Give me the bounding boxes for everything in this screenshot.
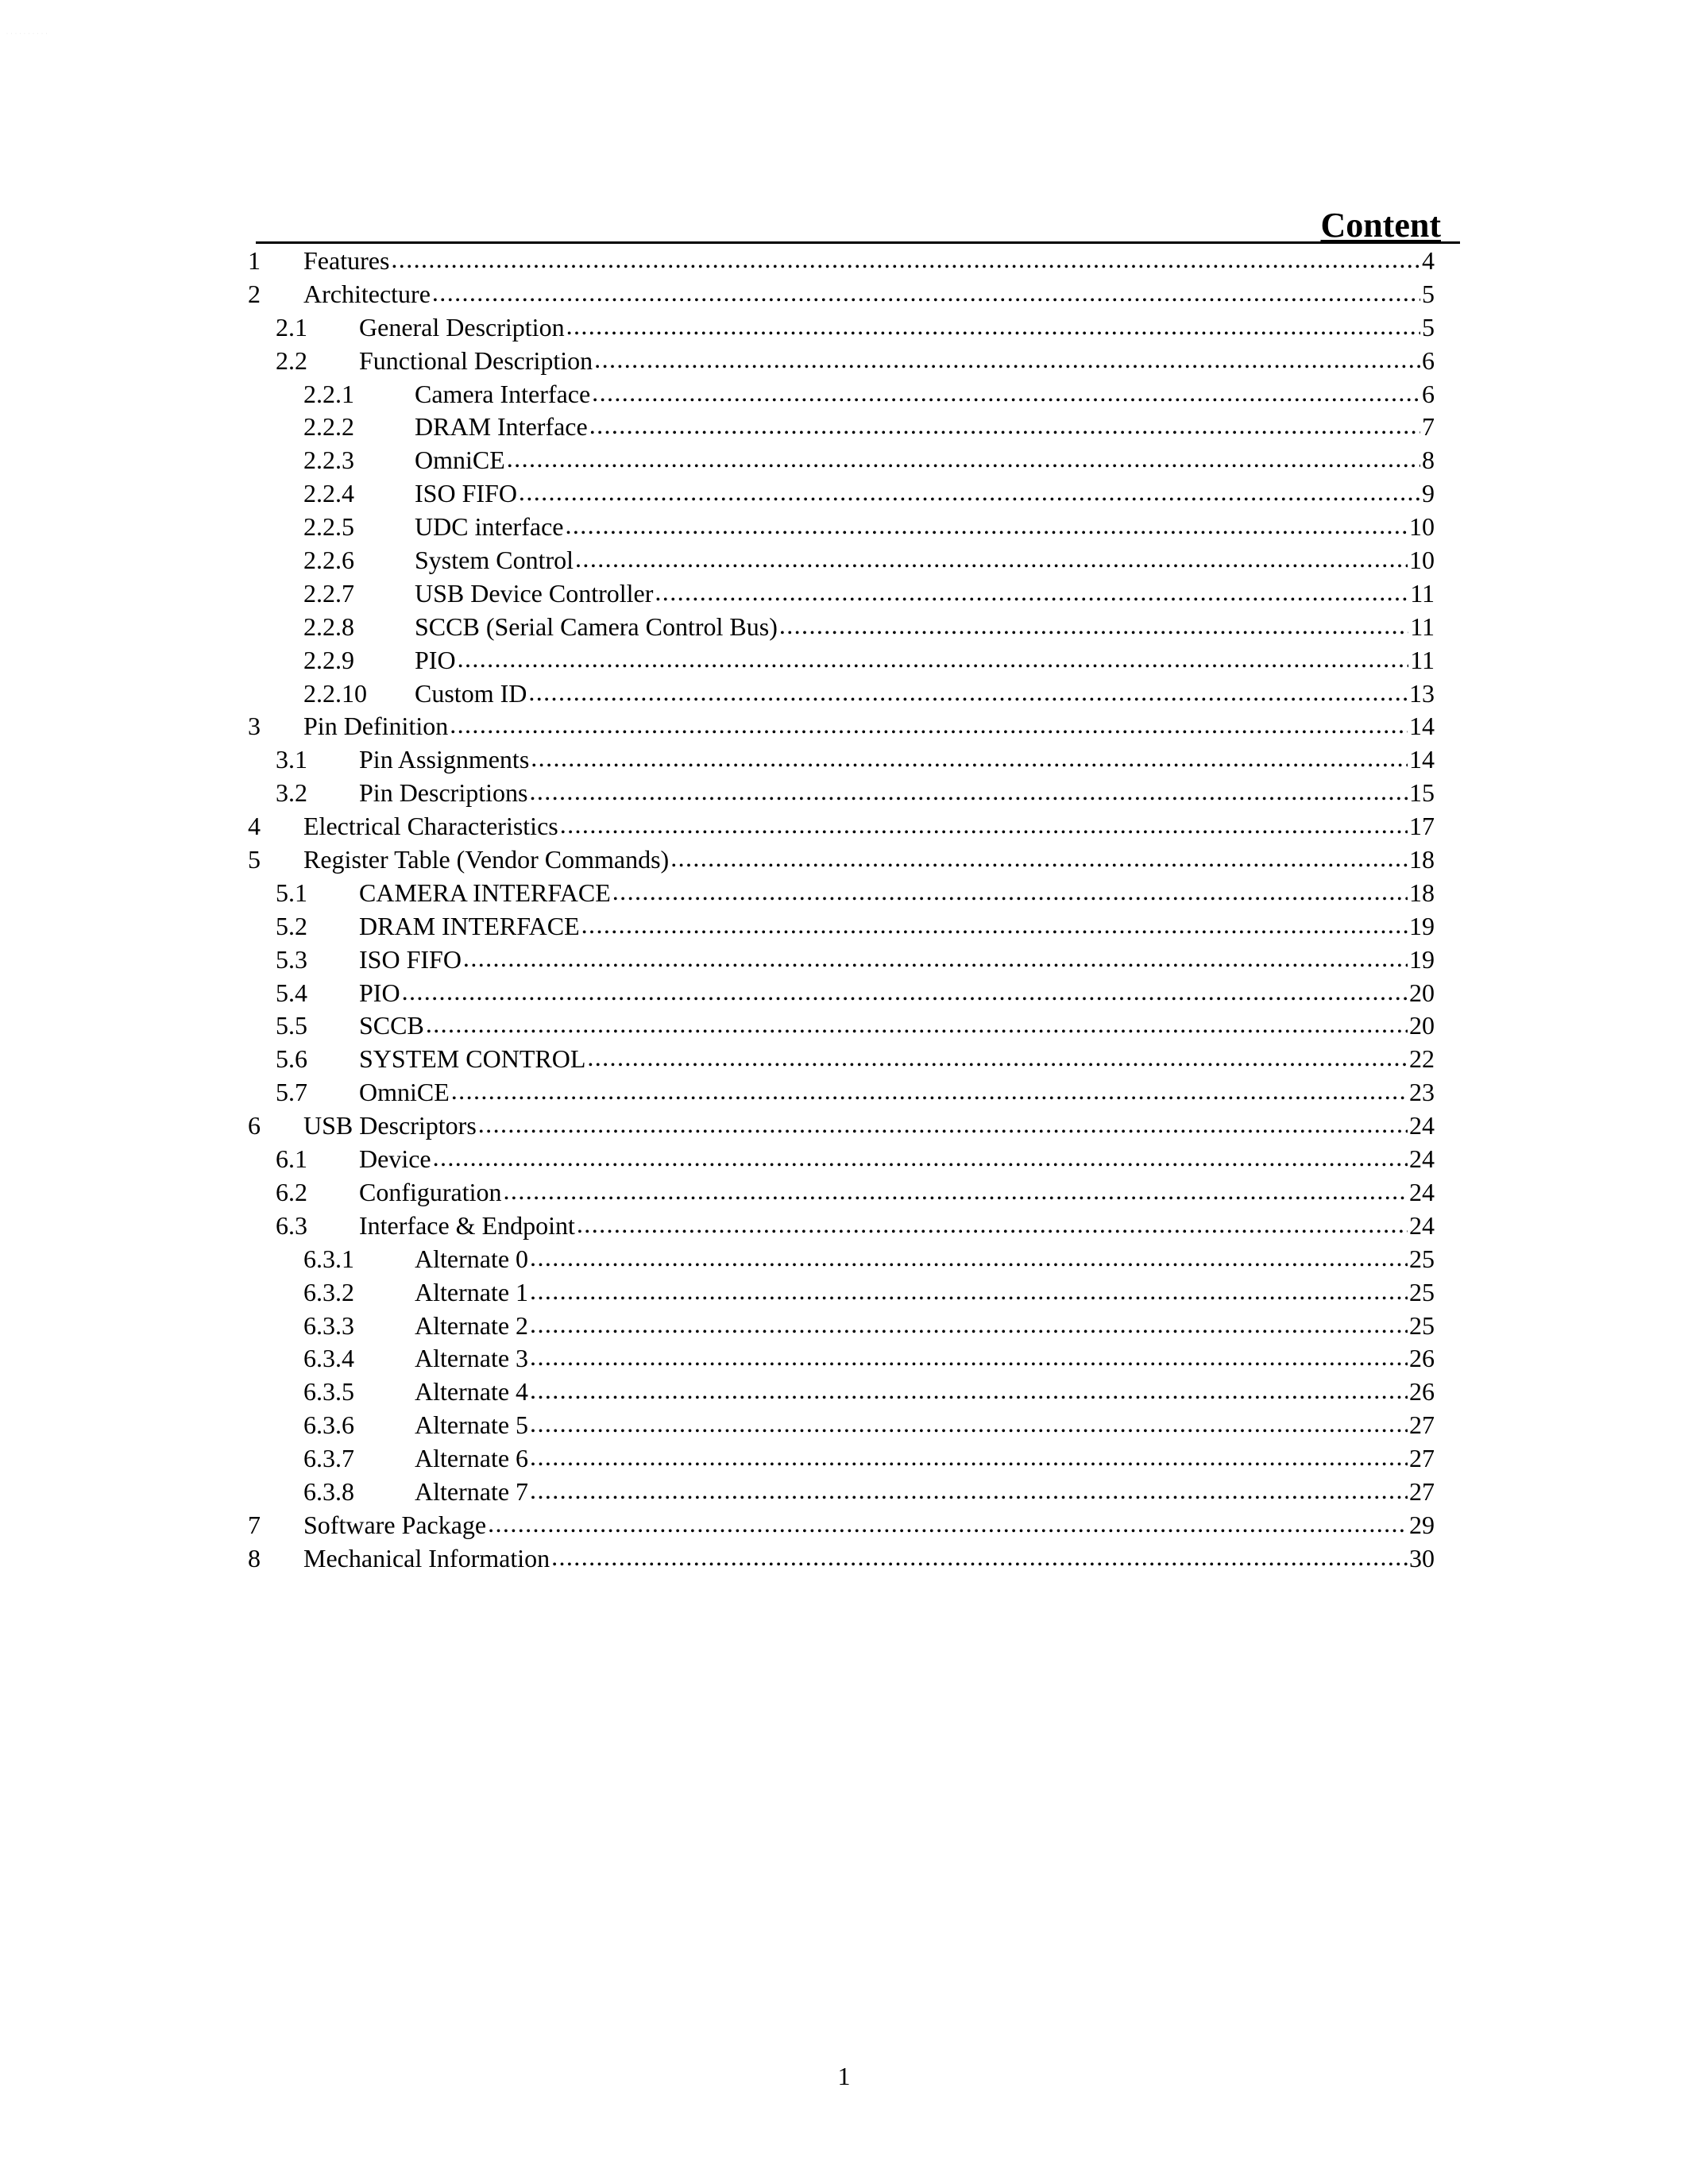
toc-entry-number: 2.2.3: [303, 446, 354, 475]
toc-dot-leader: [507, 442, 1420, 476]
toc-dot-leader: [531, 742, 1408, 775]
toc-dot-leader: [530, 1341, 1408, 1374]
toc-entry-page: 6: [1422, 345, 1435, 375]
toc-entry[interactable]: [248, 311, 1435, 345]
toc-entry-number: 8: [248, 1543, 261, 1572]
toc-entry-number: 2.2.2: [303, 412, 354, 442]
toc-entry-title: ISO FIFO: [415, 479, 517, 508]
toc-dot-leader: [592, 376, 1420, 410]
toc-entry-number: 3.2: [276, 778, 307, 808]
toc-entry-title: Software Package: [303, 1510, 487, 1539]
toc-entry-title: SCCB (Serial Camera Control Bus): [415, 612, 778, 641]
toc-entry-page: 24: [1409, 1177, 1435, 1206]
toc-dot-leader: [530, 1441, 1408, 1474]
toc-entry-title: Pin Assignments: [359, 745, 530, 774]
toc-entry[interactable]: [248, 1342, 1435, 1376]
toc-entry-number: 6.3.8: [303, 1476, 354, 1506]
toc-entry-number: 6.3.6: [303, 1410, 354, 1440]
toc-entry-number: 5.1: [276, 878, 307, 907]
toc-entry-page: 25: [1409, 1310, 1435, 1340]
toc-dot-leader: [581, 909, 1408, 942]
toc-entry-page: 24: [1409, 1144, 1435, 1174]
toc-dot-leader: [530, 1308, 1408, 1341]
toc-entry-page: 27: [1409, 1476, 1435, 1506]
toc-entry-number: 2.2.7: [303, 578, 354, 608]
toc-dot-leader: [655, 576, 1408, 609]
toc-entry-number: 2: [248, 279, 261, 308]
toc-dot-leader: [670, 842, 1408, 875]
toc-dot-leader: [528, 676, 1408, 709]
toc-dot-leader: [560, 808, 1408, 842]
toc-entry-page: 15: [1409, 778, 1435, 808]
toc-entry-number: 5.3: [276, 944, 307, 974]
toc-entry-number: 6.3.4: [303, 1344, 354, 1373]
toc-dot-leader: [451, 1075, 1408, 1108]
toc-entry[interactable]: [248, 1143, 1435, 1176]
toc-entry[interactable]: [248, 378, 1435, 411]
toc-entry-number: 5: [248, 845, 261, 874]
toc-dot-leader: [488, 1507, 1408, 1541]
toc-dot-leader: [450, 708, 1408, 742]
toc-entry[interactable]: [248, 1310, 1435, 1343]
toc-entry[interactable]: [248, 1409, 1435, 1442]
toc-entry-page: 26: [1409, 1344, 1435, 1373]
toc-entry-number: 6.3.7: [303, 1444, 354, 1473]
toc-title: Content: [1320, 206, 1441, 245]
toc-dot-leader: [504, 1175, 1408, 1208]
toc-entry[interactable]: [248, 411, 1435, 444]
toc-entry-number: 6.3: [276, 1210, 307, 1240]
toc-entry-page: 17: [1409, 812, 1435, 841]
toc-entry-title: Electrical Characteristics: [303, 812, 558, 841]
toc-entry-title: Custom ID: [415, 678, 527, 708]
toc-entry-title: SYSTEM CONTROL: [359, 1044, 586, 1074]
toc-entry[interactable]: [248, 1043, 1435, 1076]
toc-entry-page: 19: [1409, 944, 1435, 974]
toc-entry-number: 3.1: [276, 745, 307, 774]
toc-dot-leader: [530, 1275, 1408, 1308]
toc-dot-leader: [478, 1108, 1408, 1141]
toc-entry-title: Camera Interface: [415, 379, 591, 408]
toc-entry-page: 18: [1409, 878, 1435, 907]
toc-entry[interactable]: [248, 910, 1435, 943]
toc-entry-title: Device: [359, 1144, 431, 1174]
toc-entry-number: 2.2.6: [303, 546, 354, 575]
toc-entry-page: 30: [1409, 1543, 1435, 1572]
toc-entry[interactable]: [248, 943, 1435, 977]
toc-entry-number: 5.2: [276, 911, 307, 940]
toc-entry-page: 20: [1409, 978, 1435, 1007]
toc-entry-page: 22: [1409, 1044, 1435, 1074]
toc-entry-title: DRAM Interface: [415, 412, 588, 442]
toc-entry-title: UDC interface: [415, 512, 564, 542]
toc-entry[interactable]: [248, 611, 1435, 644]
toc-entry-page: 11: [1410, 612, 1435, 641]
toc-entry-title: Interface & Endpoint: [359, 1210, 575, 1240]
toc-entry-number: 2.2.9: [303, 645, 354, 674]
toc-entry[interactable]: [248, 444, 1435, 477]
toc-entry-title: Alternate 6: [415, 1444, 529, 1473]
toc-entry-title: Architecture: [303, 279, 431, 308]
toc-entry[interactable]: [248, 1476, 1435, 1509]
toc-entry-title: Mechanical Information: [303, 1543, 550, 1572]
toc-entry-number: 6: [248, 1111, 261, 1140]
toc-entry-title: Alternate 1: [415, 1277, 529, 1306]
toc-dot-leader: [530, 1374, 1408, 1407]
toc-entry[interactable]: [248, 843, 1435, 877]
toc-entry[interactable]: [248, 677, 1435, 711]
toc-entry-title: Alternate 2: [415, 1310, 529, 1340]
toc-entry-page: 25: [1409, 1244, 1435, 1273]
toc-entry[interactable]: [248, 511, 1435, 544]
toc-entry-title: System Control: [415, 546, 574, 575]
toc-entry-page: 29: [1409, 1510, 1435, 1539]
toc-entry-page: 24: [1409, 1111, 1435, 1140]
toc-entry[interactable]: [248, 877, 1435, 910]
toc-entry-number: 7: [248, 1510, 261, 1539]
toc-dot-leader: [612, 875, 1408, 909]
toc-entry-page: 10: [1409, 512, 1435, 542]
toc-entry-page: 4: [1422, 246, 1435, 275]
toc-entry-title: USB Descriptors: [303, 1111, 477, 1140]
faint-header-mark: · · · · · · · · · ·: [6, 32, 48, 37]
toc-entry-number: 3: [248, 712, 261, 741]
toc-entry-number: 6.3.3: [303, 1310, 354, 1340]
toc-entry-page: 14: [1409, 712, 1435, 741]
toc-entry[interactable]: [248, 644, 1435, 677]
toc-entry-title: Alternate 3: [415, 1344, 529, 1373]
toc-dot-leader: [551, 1541, 1408, 1574]
toc-entry-page: 5: [1422, 279, 1435, 308]
toc-entry[interactable]: [248, 345, 1435, 378]
toc-entry[interactable]: [248, 1243, 1435, 1276]
toc-dot-leader: [589, 409, 1420, 442]
toc-entry[interactable]: [248, 1442, 1435, 1476]
toc-entry-title: DRAM INTERFACE: [359, 911, 580, 940]
toc-entry-number: 6.3.5: [303, 1377, 354, 1406]
toc-entry-page: 27: [1409, 1444, 1435, 1473]
toc-dot-leader: [458, 642, 1409, 676]
toc-entry[interactable]: [248, 577, 1435, 611]
toc-entry-number: 2.2.5: [303, 512, 354, 542]
toc-entry[interactable]: [248, 1009, 1435, 1043]
toc-entry-page: 11: [1410, 578, 1435, 608]
toc-entry-number: 5.5: [276, 1011, 307, 1040]
toc-entry-title: Alternate 5: [415, 1410, 529, 1440]
toc-dot-leader: [530, 1241, 1408, 1275]
toc-entry-number: 4: [248, 812, 261, 841]
toc-entry[interactable]: [248, 1176, 1435, 1210]
toc-entry-page: 13: [1409, 678, 1435, 708]
toc-entry[interactable]: [248, 743, 1435, 777]
toc-entry[interactable]: [248, 544, 1435, 577]
toc-entry-number: 5.4: [276, 978, 307, 1007]
toc-entry[interactable]: [248, 1509, 1435, 1542]
toc-entry-title: Pin Definition: [303, 712, 449, 741]
toc-header-rule: [256, 200, 1460, 244]
toc-dot-leader: [577, 1208, 1408, 1241]
toc-entry[interactable]: [248, 977, 1435, 1010]
toc-entry-page: 9: [1422, 479, 1435, 508]
toc-dot-leader: [432, 276, 1420, 310]
toc-entry-page: 5: [1422, 312, 1435, 341]
toc-entry-title: Features: [303, 246, 390, 275]
toc-entry-number: 2.2.10: [303, 678, 367, 708]
toc-entry-page: 10: [1409, 546, 1435, 575]
toc-entry-title: Alternate 7: [415, 1476, 529, 1506]
toc-entry-number: 5.6: [276, 1044, 307, 1074]
toc-entry[interactable]: [248, 245, 1435, 278]
toc-entry-page: 24: [1409, 1210, 1435, 1240]
toc-entry-page: 27: [1409, 1410, 1435, 1440]
toc-entry-page: 7: [1422, 412, 1435, 442]
toc-entry-title: PIO: [415, 645, 456, 674]
toc-entry-number: 1: [248, 246, 261, 275]
toc-entry-title: General Description: [359, 312, 565, 341]
toc-dot-leader: [779, 609, 1408, 642]
toc-dot-leader: [433, 1141, 1408, 1175]
toc-dot-leader: [566, 310, 1420, 343]
toc-entry[interactable]: [248, 477, 1435, 511]
toc-entry-number: 6.3.1: [303, 1244, 354, 1273]
toc-entry-number: 5.7: [276, 1078, 307, 1107]
toc-entry-title: SCCB: [359, 1011, 424, 1040]
toc-entry-number: 2.2.1: [303, 379, 354, 408]
toc-entry-page: 26: [1409, 1377, 1435, 1406]
toc-entry-page: 18: [1409, 845, 1435, 874]
toc-entry-page: 11: [1410, 645, 1435, 674]
toc-entry-title: ISO FIFO: [359, 944, 462, 974]
toc-entry-title: CAMERA INTERFACE: [359, 878, 611, 907]
toc-entry-number: 2.2.4: [303, 479, 354, 508]
toc-entry-title: Pin Descriptions: [359, 778, 528, 808]
toc-entry-number: 6.3.2: [303, 1277, 354, 1306]
toc-dot-leader: [519, 476, 1420, 509]
toc-entry-title: Configuration: [359, 1177, 502, 1206]
toc-entry[interactable]: [248, 810, 1435, 843]
toc-dot-leader: [587, 1041, 1408, 1075]
toc-entry-number: 2.1: [276, 312, 307, 341]
toc-entry-title: Alternate 0: [415, 1244, 529, 1273]
toc-dot-leader: [426, 1008, 1408, 1041]
toc-entry-number: 6.1: [276, 1144, 307, 1174]
toc-entry-title: USB Device Controller: [415, 578, 654, 608]
toc-entry-number: 2.2.8: [303, 612, 354, 641]
toc-entry[interactable]: [248, 710, 1435, 743]
toc-entry-page: 20: [1409, 1011, 1435, 1040]
toc-entry[interactable]: [248, 1376, 1435, 1409]
toc-entry-number: 2.2: [276, 345, 307, 375]
toc-dot-leader: [530, 1407, 1408, 1441]
toc-entry-title: OmniCE: [415, 446, 505, 475]
toc-entry-title: Alternate 4: [415, 1377, 529, 1406]
toc-entry-page: 23: [1409, 1078, 1435, 1107]
toc-entry[interactable]: [248, 1076, 1435, 1109]
toc-entry[interactable]: [248, 1210, 1435, 1243]
toc-entry[interactable]: [248, 1109, 1435, 1143]
toc-dot-leader: [391, 243, 1420, 276]
toc-dot-leader: [594, 343, 1420, 376]
toc-dot-leader: [402, 975, 1408, 1009]
toc-entry-title: Functional Description: [359, 345, 593, 375]
toc-entry[interactable]: [248, 1542, 1435, 1576]
toc-entry-title: Register Table (Vendor Commands): [303, 845, 670, 874]
toc-dot-leader: [530, 1474, 1408, 1507]
toc-entry[interactable]: [248, 278, 1435, 311]
toc-entry-page: 14: [1409, 745, 1435, 774]
page-number: 1: [837, 2062, 851, 2090]
toc-entry-number: 6.2: [276, 1177, 307, 1206]
toc-dot-leader: [575, 542, 1408, 576]
toc-entry[interactable]: [248, 777, 1435, 810]
toc-entry-page: 6: [1422, 379, 1435, 408]
toc-entry-title: PIO: [359, 978, 400, 1007]
toc-dot-leader: [529, 775, 1408, 808]
toc-dot-leader: [565, 509, 1408, 542]
toc-entry-page: 8: [1422, 446, 1435, 475]
toc-dot-leader: [463, 942, 1408, 975]
table-of-contents: [248, 245, 1435, 1576]
toc-entry-title: OmniCE: [359, 1078, 450, 1107]
toc-entry-page: 19: [1409, 911, 1435, 940]
toc-entry[interactable]: [248, 1276, 1435, 1310]
toc-entry-page: 25: [1409, 1277, 1435, 1306]
